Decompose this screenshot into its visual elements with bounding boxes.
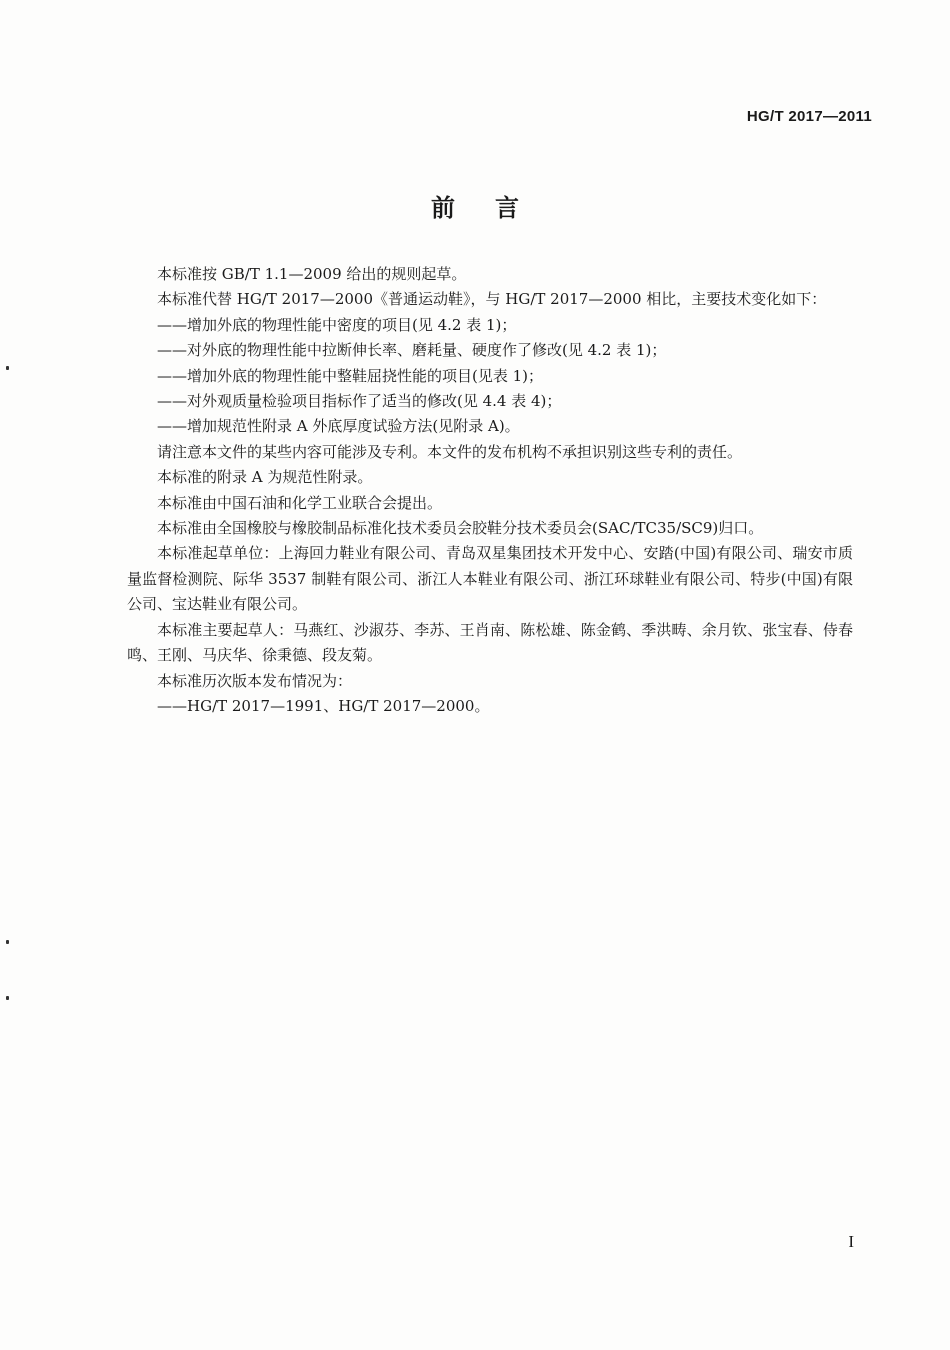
page-number: I (848, 1232, 854, 1251)
paragraph: 本标准历次版本发布情况为： (157, 671, 353, 690)
paragraph: 本标准按 GB/T 1.1—2009 给出的规则起草。 (157, 265, 467, 283)
list-item: ——HG/T 2017—1991、HG/T 2017—2000。 (157, 696, 490, 715)
foreword-body (127, 262, 853, 719)
paragraph: 本标准由中国石油和化学工业联合会提出。 (157, 493, 443, 512)
paragraph: 本标准代替 HG/T 2017—2000《普通运动鞋》，与 HG/T 2017—2000 相比，主要技术变化如下： (157, 290, 827, 309)
page-title: 前言 (431, 194, 559, 222)
paragraph: 请注意本文件的某些内容可能涉及专利。本文件的发布机构不承担识别这些专利的责任。 (157, 442, 743, 461)
paragraph: 本标准的附录 A 为规范性附录。 (157, 468, 373, 487)
list-item: ——对外观质量检验项目指标作了适当的修改(见 4.4 表 4)； (157, 392, 562, 411)
scan-artifact (6, 366, 9, 370)
list-item: ——增加规范性附录 A 外底厚度试验方法(见附录 A)。 (157, 417, 520, 436)
list-item: ——增加外底的物理性能中密度的项目(见 4.2 表 1)； (157, 315, 517, 334)
list-item: ——增加外底的物理性能中整鞋屈挠性能的项目(见表 1)； (157, 366, 544, 385)
paragraph: 本标准主要起草人：马燕红、沙淑芬、李苏、王肖南、陈松雄、陈金鹤、季洪畴、余月钦、张宝春、侍春鸣、王刚、马庆华、徐秉德、段友菊。 (127, 620, 853, 665)
scan-artifact (6, 996, 9, 1000)
paragraph: 本标准由全国橡胶与橡胶制品标准化技术委员会胶鞋分技术委员会(SAC/TC35/SC9)归口。 (157, 519, 764, 538)
list-item: ——对外底的物理性能中拉断伸长率、磨耗量、硬度作了修改(见 4.2 表 1)； (157, 341, 667, 360)
paragraph: 本标准起草单位：上海回力鞋业有限公司、青岛双星集团技术开发中心、安踏(中国)有限公司、瑞安市质量监督检测院、际华 3537 制鞋有限公司、浙江人本鞋业有限公司、浙江环球鞋业有限公司、特步(中国)有限公司、宝达鞋业有限公司。 (127, 544, 853, 614)
standard-code: HG/T 2017—2011 (746, 108, 872, 125)
scan-artifact (6, 940, 9, 944)
